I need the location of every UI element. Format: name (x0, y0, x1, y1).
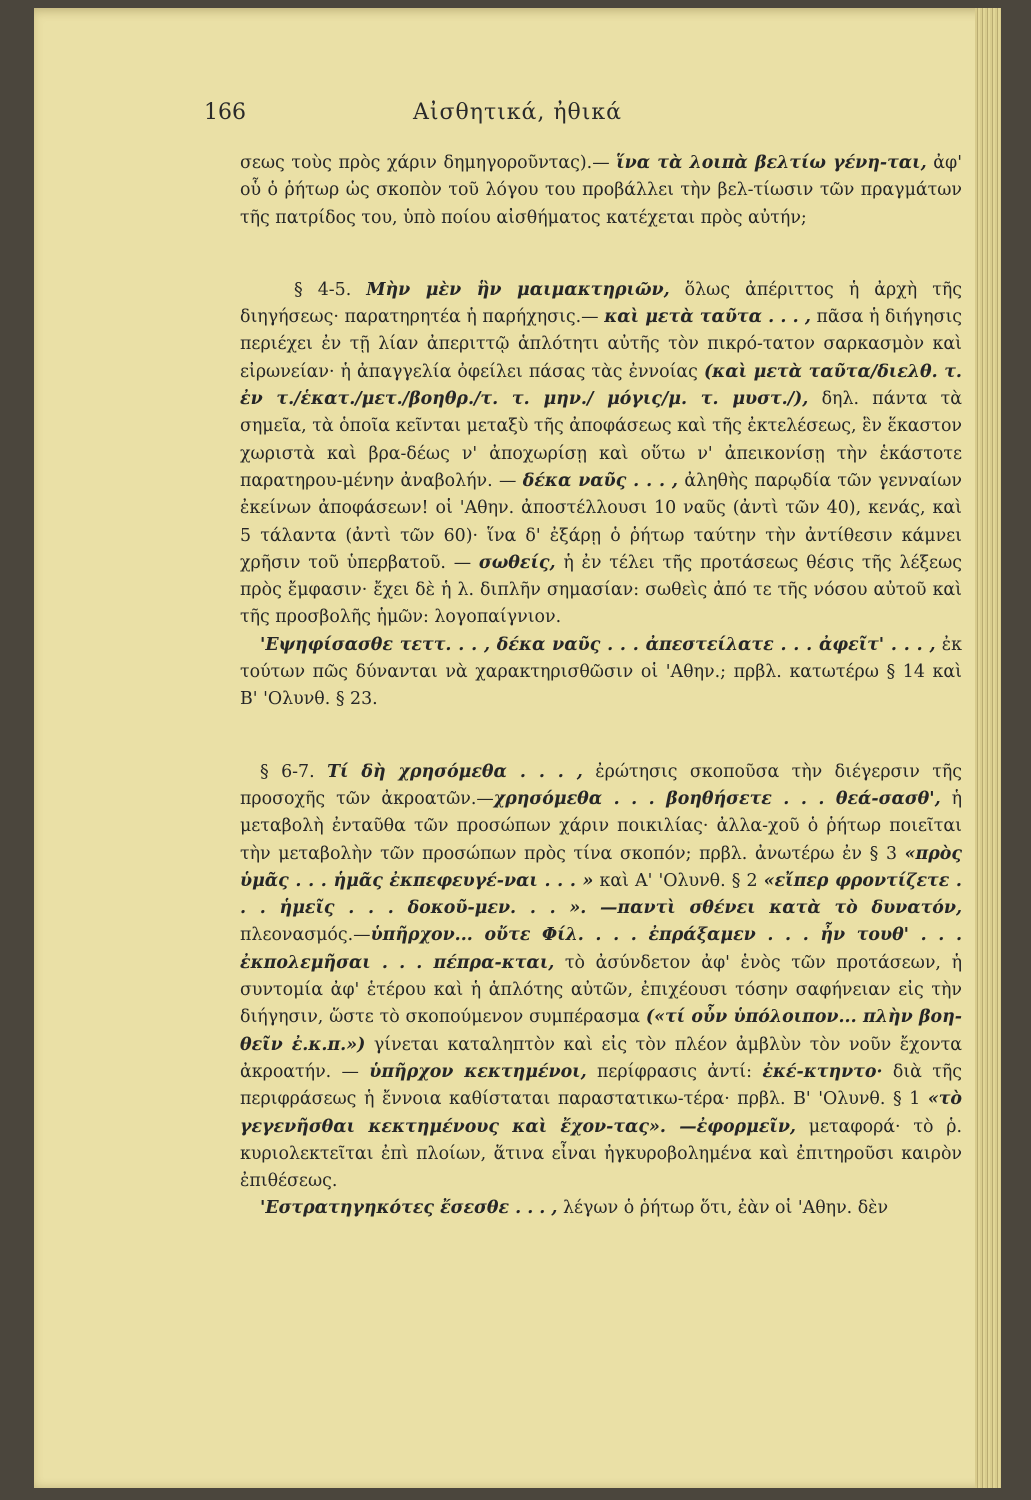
text-run: ἀληθὴς παρῳδία τῶν γενναίων ἐκείνων ἀποφάσεων! οἱ 'Αθην. ἀποστέλλουσι 10 ναῦς (ἀντὶ τῶν 40), κενάς, καὶ 5 τάλαντα (ἀντὶ τῶν 60)· ἵνα δ' ἐξάρῃ ὁ ῥήτωρ ταύτην τὴν ἀντίθεσιν κάμνει χρῆσιν τοῦ ὑπερβατοῦ. — (240, 470, 963, 573)
text-run: § 4-5. (294, 279, 367, 300)
text-run: ἡ ἐν τέλει τῆς προτάσεως θέσις τῆς λέξεως πρὸς ἔμφασιν· ἔχει δὲ ἡ λ. διπλῆν σημασίαν: σωθεὶς ἀπό τε τῆς νόσου αὐτοῦ καὶ τῆς προσβολῆς ἡμῶν: λογοπαίγνιον. (240, 552, 962, 628)
lemma-text: δέκα ναῦς . . . , (522, 470, 678, 491)
text-run: ἡ μεταβολὴ ἐνταῦθα τῶν προσώπων χάριν ποικιλίας· ἀλλα-χοῦ ὁ ῥήτωρ ποιεῖται τὴν μεταβολὴν τῶν προσώπων πρὸς τίνα σκοπόν; πρβλ. ἀνωτέρω ἐν § 3 (240, 788, 963, 864)
text-run: δηλ. πάντα τὰ σημεῖα, τὰ ὁποῖα κεῖνται μεταξὺ τῆς ἀποφάσεως καὶ τῆς ἐκτελέσεως, ἓν ἕκαστον χωριστὰ καὶ βρα-δέως ν' ἀποχωρίσῃ καὶ οὕτω ν' ἀπεικονίσῃ τὴν ἑκάστοτε παρατηρου-μένην ἀναβολήν. — (240, 389, 963, 491)
lemma-text: ὑπῆρχον... οὔτε Φίλ. . . . ἐπράξαμεν . . . ἦν τουθ' . . . ἐκπολεμῆσαι . . . πέπρα-κται, (240, 925, 962, 973)
paragraph-gap (240, 232, 962, 277)
lemma-text: Τί δὴ χρησόμεθα . . . , (327, 761, 583, 782)
lemma-text: 'Εψηφίσασθε τεττ. . . , δέκα ναῦς . . . ἀπεστείλατε . . . ἀφεῖτ' . . . , (260, 634, 936, 655)
running-head (34, 96, 1001, 136)
body-text (240, 150, 962, 1223)
text-run: γίνεται καταληπτὸν καὶ εἰς τὸν πλέον ἀμβλὺν τὸν νοῦν ἔχοντα ἀκροατήν. — (240, 1034, 962, 1082)
text-run: λέγων ὁ ῥήτωρ ὅτι, ἐὰν οἱ 'Αθην. δὲν (557, 1198, 889, 1219)
lemma-text: καὶ μετὰ ταῦτα . . . , (604, 307, 811, 328)
lemma-text: «εἴπερ φροντίζετε . . . ἡμεῖς . . . δοκοῦ-μεν. . . ». —παντὶ σθένει κατὰ τὸ δυνατόν, (240, 870, 962, 919)
text-run: περίφρασις ἀντί: (586, 1061, 763, 1082)
text-run: μεταφορά· τὸ ῥ. κυριολεκτεῖται ἐπὶ πλοίων, ἅτινα εἶναι ἠγκυροβολημένα καὶ ἐπιτηροῦσι καιρὸν ἐπιθέσεως. (240, 1116, 962, 1192)
page-fore-edge (975, 8, 1001, 1488)
text-run: ἐκ τούτων πῶς δύνανται νὰ χαρακτηρισθῶσιν οἱ 'Αθην.; πρβλ. κατωτέρω § 14 καὶ Β' 'Ολυνθ. § 23. (240, 634, 962, 710)
text-run: διὰ τῆς περιφράσεως ἡ ἔννοια καθίσταται παραστατικω-τέρα· πρβλ. Β' 'Ολυνθ. § 1 (240, 1061, 962, 1110)
lemma-text: ὑπῆρχον κεκτημένοι, (369, 1061, 587, 1082)
page-number: 166 (204, 100, 246, 125)
paragraph-gap (240, 714, 962, 759)
lemma-text: ἐκέ-κτηντο· (762, 1061, 883, 1082)
paragraph-3 (240, 632, 962, 714)
text-run: σεως τοὺς πρὸς χάριν δημηγοροῦντας).— (240, 153, 617, 173)
lemma-text: (καὶ μετὰ ταῦτα/διελθ. τ. ἐν τ./ἑκατ./μετ./βοηθρ./τ. τ. μην./ μόγις/μ. τ. μυστ./), (240, 361, 962, 410)
text-run: καὶ Α' 'Ολυνθ. § 2 (593, 870, 764, 891)
paragraph-2 (240, 277, 962, 632)
lemma-text: σωθείς, (478, 552, 556, 573)
lemma-text: χρησόμεθα . . . βοηθήσετε . . . θεά-σασθ', (493, 788, 941, 809)
lemma-text: «πρὸς ὑμᾶς . . . ἡμᾶς ἐκπεφευγέ-ναι . . . » (240, 843, 962, 891)
lemma-text: 'Εστρατηγηκότες ἔσεσθε . . . , (260, 1198, 558, 1219)
paragraph-1 (240, 150, 962, 232)
text-run: πλεονασμός.— (240, 925, 371, 946)
running-title: Αἰσθητικά, ἠθικά (412, 100, 622, 125)
paragraph-4 (240, 759, 962, 1196)
text-run: πᾶσα ἡ διήγησις περιέχει ἐν τῇ λίαν ἀπεριττῷ ἁπλότητι αὐτῆς τὸν πικρό-τατον σαρκασμὸν καὶ εἰρωνείαν· ἡ ἀπαγγελία ὀφείλει πάσας τὰς ἐννοίας (240, 307, 963, 382)
lemma-text: «τὸ γεγενῆσθαι κεκτημένους καὶ ἔχον-τας». —ἐφορμεῖν, (240, 1089, 962, 1137)
text-run: τὸ ἀσύνδετον ἀφ' ἑνὸς τῶν προτάσεων, ἡ συντομία ἀφ' ἑτέρου καὶ ἡ ἁπλότης αὐτῶν, ἐπιχέουσι τόσην σαφήνειαν εἰς τὴν διήγησιν, ὥστε τὸ σκοπούμενον συμπέρασμα (240, 952, 962, 1028)
text-run: § 6-7. (260, 761, 328, 782)
lemma-text: ἵνα τὰ λοιπὰ βελτίω γένη-ται, (616, 153, 927, 173)
text-run: ἐρώτησις σκοποῦσα τὴν διέγερσιν τῆς προσοχῆς τῶν ἀκροατῶν.— (240, 761, 962, 809)
lemma-text: Μὴν μὲν ἣν μαιμακτηριῶν, (366, 279, 670, 300)
lemma-text: («τί οὖν ὑπόλοιπον... πλὴν βοη-θεῖν ἐ.κ.π.») (240, 1007, 962, 1055)
paragraph-5 (240, 1195, 962, 1222)
text-run: ἀφ' οὗ ὁ ῥήτωρ ὡς σκοπὸν τοῦ λόγου του προβάλλει τὴν βελ-τίωσιν τῶν πραγμάτων τῆς πατρίδος του, ὑπὸ ποίου αἰσθήματος κατέχεται πρὸς αὐτήν; (240, 153, 962, 228)
text-run: ὅλως ἀπέριττος ἡ ἀρχὴ τῆς διηγήσεως· παρατηρητέα ἡ παρήχησις.— (240, 279, 962, 328)
